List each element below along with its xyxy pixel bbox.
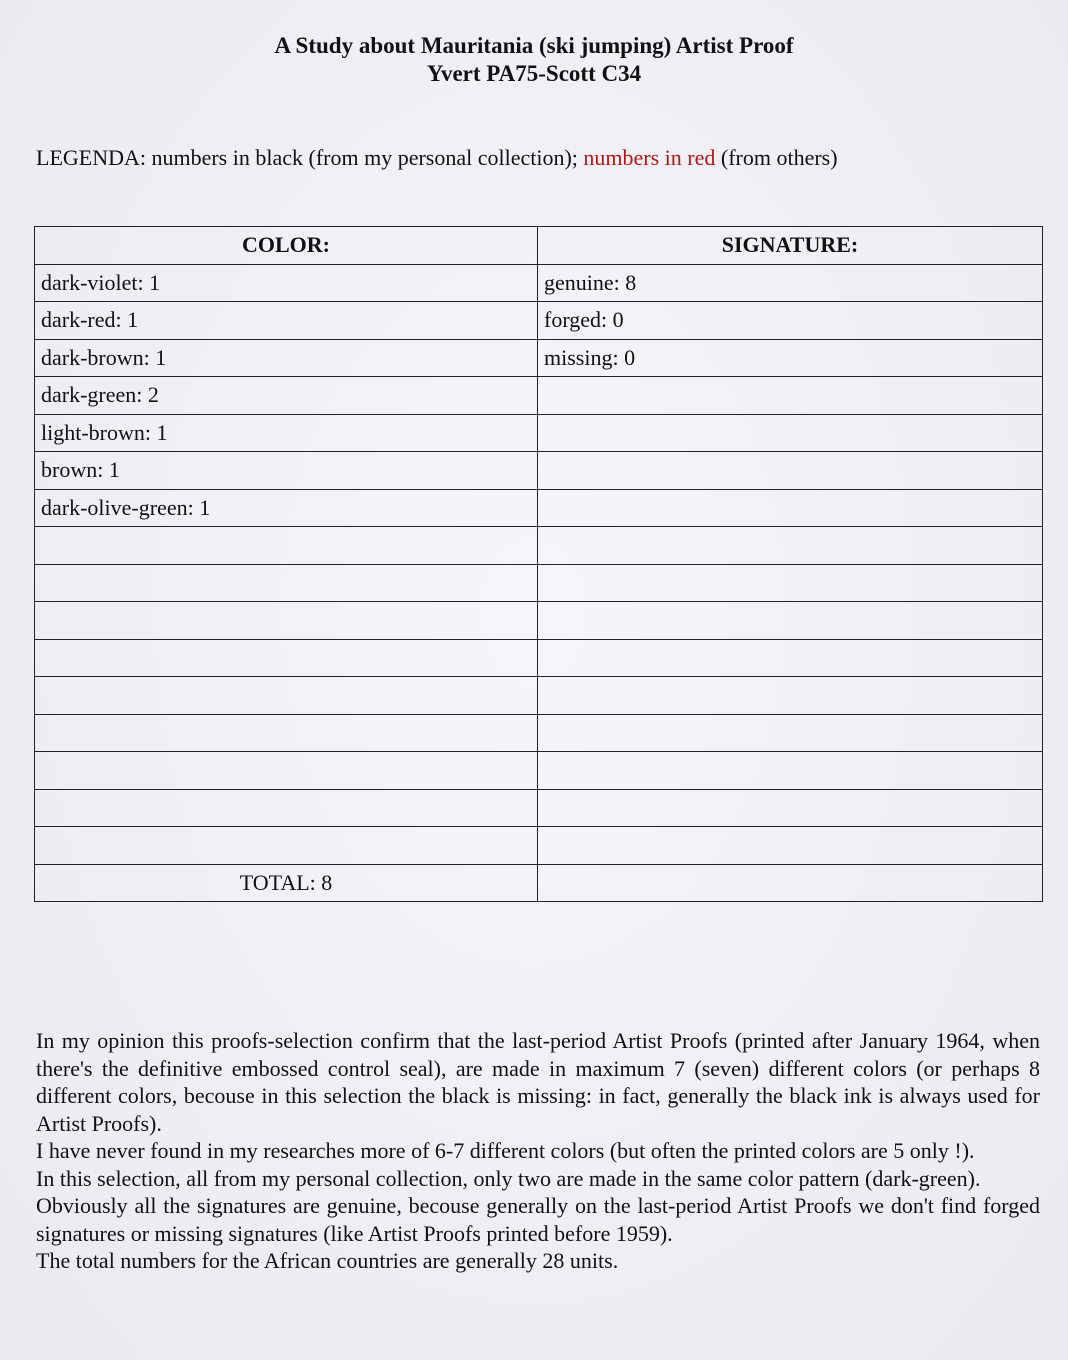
signature-cell — [538, 677, 1043, 715]
color-cell — [35, 564, 538, 602]
color-cell: light-brown: 1 — [35, 414, 538, 452]
legend-red-text: numbers in red — [583, 145, 716, 170]
table-row — [35, 452, 1043, 490]
notes-paragraph: In my opinion this proofs-selection confirm that the last-period Artist Proofs (printed after January 1964, when there's the definitive embossed control seal), are made in maximum 7 (seven) different colors (or perhaps 8 different colors, becouse in this selection the black is missing: in fact, generally the black ink is always used for Artist Proofs). — [36, 1028, 1040, 1136]
table-row — [35, 789, 1043, 827]
notes-paragraph: Obviously all the signatures are genuine, becouse generally on the last-period Artist Proofs we don't find forged signatures or missing signatures (like Artist Proofs printed before 1959). — [36, 1193, 1040, 1246]
color-cell: brown: 1 — [35, 452, 538, 490]
signature-cell — [538, 414, 1043, 452]
table-row — [35, 302, 1043, 340]
signature-cell — [538, 827, 1043, 865]
color-cell: dark-violet: 1 — [35, 264, 538, 302]
color-cell — [35, 639, 538, 677]
notes-paragraph: In this selection, all from my personal collection, only two are made in the same color pattern (dark-green). — [36, 1165, 981, 1191]
signature-cell — [538, 527, 1043, 565]
table-row — [35, 677, 1043, 715]
signature-cell: genuine: 8 — [538, 264, 1043, 302]
legend-suffix: (from others) — [715, 145, 838, 170]
total-signature-cell — [538, 864, 1043, 902]
notes-paragraph: The total numbers for the African countries are generally 28 units. — [36, 1248, 619, 1273]
signature-cell — [538, 452, 1043, 490]
color-cell — [35, 827, 538, 865]
color-cell: dark-olive-green: 1 — [35, 489, 538, 527]
total-cell: TOTAL: 8 — [35, 864, 538, 902]
signature-cell — [538, 752, 1043, 790]
color-column-header: COLOR: — [35, 227, 538, 265]
color-cell — [35, 752, 538, 790]
table-row — [35, 264, 1043, 302]
color-cell — [35, 677, 538, 715]
table-header-row — [35, 227, 1043, 265]
table-row — [35, 714, 1043, 752]
table-body — [35, 264, 1043, 902]
legend-line — [36, 143, 838, 173]
table-row — [35, 377, 1043, 415]
signature-cell — [538, 377, 1043, 415]
table-row — [35, 527, 1043, 565]
signature-cell: missing: 0 — [538, 339, 1043, 377]
study-table — [34, 226, 1043, 902]
color-cell — [35, 527, 538, 565]
signature-cell — [538, 639, 1043, 677]
title-line-2: Yvert PA75-Scott C34 — [426, 61, 642, 86]
signature-cell — [538, 714, 1043, 752]
document-title — [0, 32, 1068, 88]
signature-cell — [538, 564, 1043, 602]
signature-cell — [538, 489, 1043, 527]
table-row — [35, 639, 1043, 677]
table-row — [35, 602, 1043, 640]
signature-cell — [538, 789, 1043, 827]
table-row — [35, 827, 1043, 865]
signature-cell — [538, 602, 1043, 640]
color-cell — [35, 602, 538, 640]
legend-prefix: LEGENDA: numbers in black (from my personal collection); — [36, 145, 584, 170]
signature-column-header: SIGNATURE: — [538, 227, 1043, 265]
signature-cell: forged: 0 — [538, 302, 1043, 340]
color-cell — [35, 714, 538, 752]
table-row — [35, 414, 1043, 452]
notes-text — [36, 1027, 1040, 1275]
color-cell: dark-red: 1 — [35, 302, 538, 340]
color-cell — [35, 789, 538, 827]
table-row — [35, 752, 1043, 790]
table-row — [35, 489, 1043, 527]
notes-paragraph: I have never found in my researches more of 6-7 different colors (but often the printed colors are 5 only !). — [36, 1138, 975, 1163]
table-row — [35, 564, 1043, 602]
title-line-1: A Study about Mauritania (ski jumping) Artist Proof — [274, 33, 794, 58]
color-cell: dark-green: 2 — [35, 377, 538, 415]
color-cell: dark-brown: 1 — [35, 339, 538, 377]
total-row — [35, 864, 1043, 902]
table-row — [35, 339, 1043, 377]
